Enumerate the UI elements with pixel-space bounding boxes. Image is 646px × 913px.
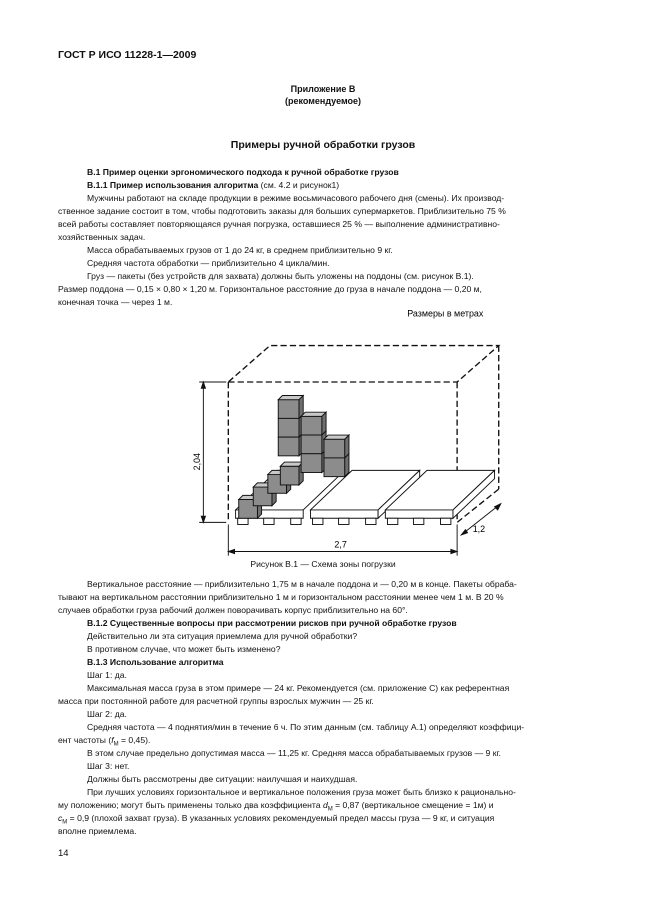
pallet [385, 510, 453, 518]
p10-line1: При лучших условиях горизонтальное и вертикальное положения груза может быть близко к рационально- [87, 787, 516, 797]
width-label: 2,7 [334, 539, 347, 550]
loading-zone-figure [170, 304, 530, 564]
p10-line4: вполне приемлема. [58, 826, 137, 836]
p5-line1: Вертикальное расстояние — приблизительно 1,75 м в начале поддона и — 0,20 м в конце. Пакеты обраба- [87, 579, 517, 589]
figure-caption: Рисунок В.1 — Схема зоны погрузки [250, 559, 396, 569]
appendix-title: Приложение В [290, 84, 356, 94]
step-2: Шаг 2: да. [87, 709, 127, 719]
package-box [280, 462, 303, 485]
section-title: Примеры ручной обработки грузов [230, 139, 416, 151]
p10-line2: му положению; могут быть применены только два коэффициента $d_M = 0,87$ (вертикальное смещение = 1м) и [58, 800, 494, 813]
p8: В этом случае предельно допустимая масса — 11,25 кг. Средняя масса обрабатываемых грузов — 9 кг. [87, 748, 501, 758]
p9: Должны быть рассмотрены две ситуации: наилучшая и наихудшая. [87, 774, 358, 784]
pallet-foot [339, 518, 349, 524]
appendix-subtitle: (рекомендуемое) [285, 96, 361, 106]
pallet-foot [387, 518, 397, 524]
dims-label: Размеры в метрах [407, 308, 484, 319]
pallet [310, 510, 378, 518]
height-label: 2,04 [192, 452, 203, 471]
pallet-foot [291, 518, 301, 524]
standard-header: ГОСТ Р ИСО 11228-1—2009 [58, 49, 197, 61]
p6-line2: масса при постоянной работе для расчетной группы взрослых мужчин — 25 кг. [58, 696, 374, 706]
p2: Масса обрабатываемых грузов от 1 до 24 кг, в среднем приблизительно 9 кг. [87, 245, 393, 255]
question-1: Действительно ли эта ситуация приемлема для ручной обработки? [87, 631, 358, 641]
pallet-foot [313, 518, 323, 524]
p1-line1: Мужчины работают на складе продукции в режиме восьмичасового рабочего дня (смены). Их производ- [87, 193, 505, 203]
question-2: В противном случае, что может быть изменено? [87, 644, 281, 654]
step-3: Шаг 3: нет. [87, 761, 130, 771]
step-1: Шаг 1: да. [87, 670, 127, 680]
p3: Средняя частота обработки — приблизительно 4 цикла/мин. [87, 258, 330, 268]
p5-line3: случаев обработки груза рабочий должен поворачивать корпус приблизительно на 60°. [58, 605, 408, 615]
pallet-foot [264, 518, 274, 524]
package-box [278, 396, 303, 419]
pallet-foot [238, 518, 248, 524]
pallet-foot [413, 518, 423, 524]
p1-line3: всей работы составляет повторяющаяся ручная погрузка, оставшиеся 25 % — выполнение административно- [58, 219, 500, 229]
height-dimension [199, 382, 226, 522]
pallet-foot [440, 518, 450, 524]
p10-line3: $c_M = 0,9$ (плохой захват груза). В указанных условиях рекомендуемый предел массы груза — 9 кг, и ситуация [58, 813, 495, 826]
p7-line1: Средняя частота — 4 поднятия/мин в течение 6 ч. По этим данным (см. таблицу А.1) определяют коэффици- [87, 722, 525, 732]
page-number: 14 [58, 848, 69, 859]
b1-heading: В.1 Пример оценки эргономического подхода к ручной обработке грузов [87, 167, 399, 177]
p4-line3: конечная точка — через 1 м. [58, 297, 173, 307]
p4-line1: Груз — пакеты (без устройств для захвата) должны быть уложены на поддоны (см. рисунок В.1). [87, 271, 474, 281]
p6-line1: Максимальная масса груза в этом примере — 24 кг. Рекомендуется (см. приложение С) как референтная [87, 683, 510, 693]
b11-heading: В.1.1 Пример использования алгоритма (см. 4.2 и рисунок1) [87, 180, 340, 190]
package-box [301, 412, 326, 435]
p7-line2: ент частоты $(f_M = 0,45)$. [58, 735, 151, 748]
package-box [324, 435, 349, 458]
pallet-foot [366, 518, 376, 524]
depth-label: 1,2 [472, 523, 486, 534]
p1-line4: хозяйственных задач. [58, 232, 146, 242]
p1-line2: ственное задание состоит в том, чтобы подготовить заказы для больших супермаркетов. Приблизительно 75 % [58, 206, 506, 216]
b12-heading: В.1.2 Существенные вопросы при рассмотрении рисков при ручной обработке грузов [87, 618, 457, 628]
b13-heading: В.1.3 Использование алгоритма [87, 657, 224, 667]
p5-line2: тывают на вертикальном расстоянии приблизительно 1 м и горизонтальном расстоянии менее чем 1 м. В 20 % [58, 592, 504, 602]
p4-line2: Размер поддона — 0,15 × 0,80 × 1,20 м. Горизонтальное расстояние до груза в начале поддона — 0,20 м, [58, 284, 482, 294]
